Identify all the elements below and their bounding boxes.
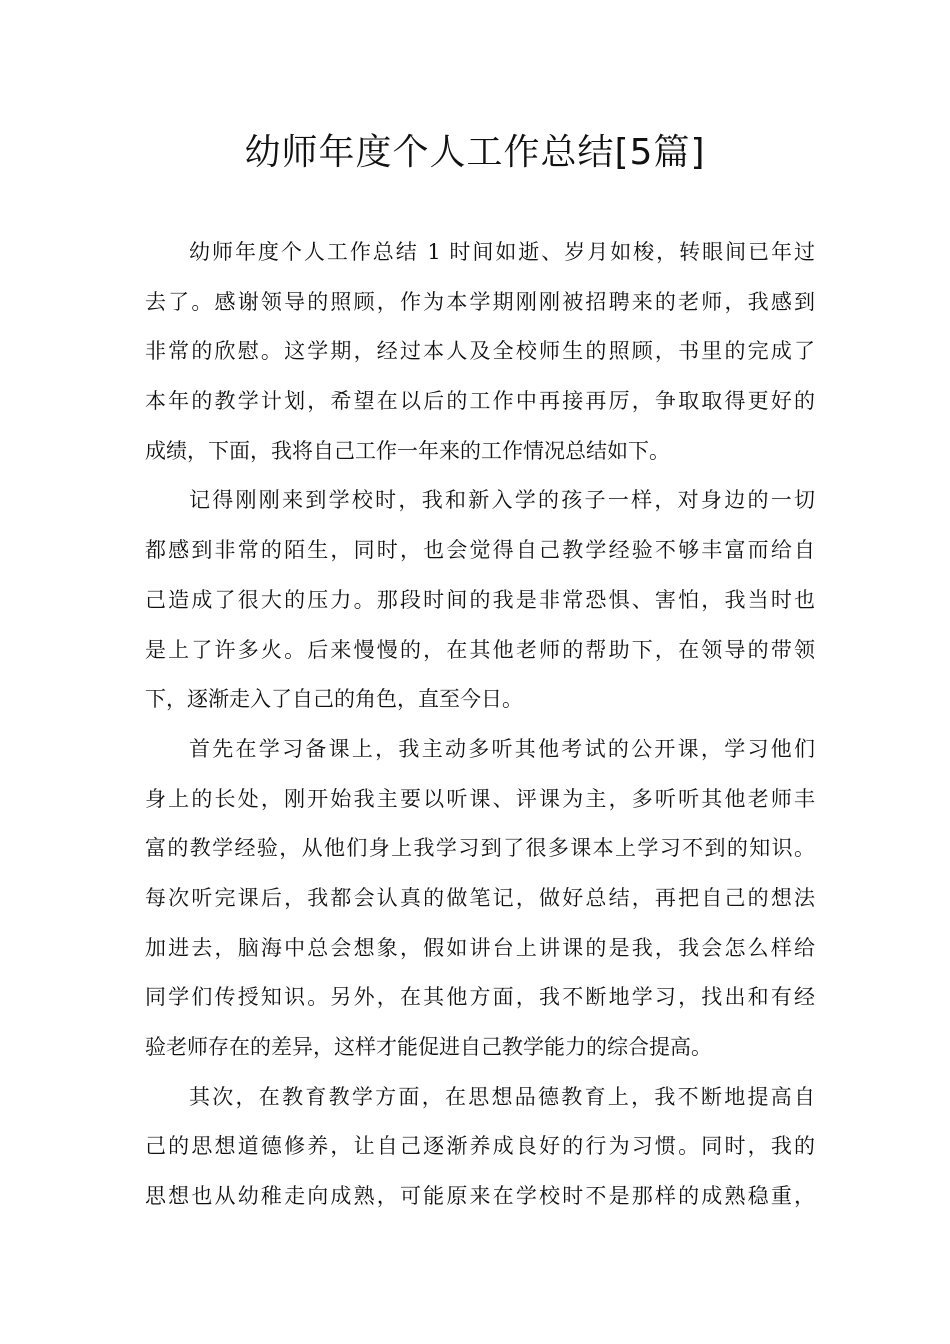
text-line: 加进去，脑海中总会想象，假如讲台上讲课的是我，我会怎么样给 (145, 935, 815, 960)
text-line: 记得刚刚来到学校时，我和新入学的孩子一样，对身边的一切 (189, 488, 815, 513)
text-line: 本年的教学计划，希望在以后的工作中再接再厉，争取取得更好的 (145, 389, 815, 414)
text-line: 己的思想道德修养，让自己逐渐养成良好的行为习惯。同时，我的 (145, 1134, 815, 1159)
text-line: 是上了许多火。后来慢慢的，在其他老师的帮助下，在领导的带领 (145, 637, 815, 662)
text-line: 身上的长处，刚开始我主要以听课、评课为主，多听听其他老师丰 (145, 786, 815, 811)
paragraph-3 (145, 725, 815, 1073)
text-line: 己造成了很大的压力。那段时间的我是非常恐惧、害怕，我当时也 (145, 587, 815, 612)
text-line: 成绩，下面，我将自己工作一年来的工作情况总结如下。 (145, 438, 670, 463)
text-line: 下，逐渐走入了自己的角色，直至今日。 (145, 687, 523, 712)
text-line: 其次，在教育教学方面，在思想品德教育上，我不断地提高自 (189, 1084, 815, 1109)
document-body (145, 228, 815, 1222)
paragraph-1 (145, 228, 815, 476)
text-line: 幼师年度个人工作总结 1 时间如逝、岁月如梭，转眼间已年过 (189, 240, 815, 264)
document-title: 幼师年度个人工作总结[5篇] (244, 132, 706, 173)
text-line: 每次听完课后，我都会认真的做笔记，做好总结，再把自己的想法 (145, 885, 815, 910)
text-line: 富的教学经验，从他们身上我学习到了很多课本上学习不到的知识。 (145, 836, 815, 861)
paragraph-4 (145, 1073, 815, 1222)
text-line: 首先在学习备课上，我主动多听其他考试的公开课，学习他们 (189, 736, 815, 761)
text-line: 都感到非常的陌生，同时，也会觉得自己教学经验不够丰富而给自 (145, 538, 815, 563)
paragraph-2 (145, 476, 815, 724)
text-line: 同学们传授知识。另外，在其他方面，我不断地学习，找出和有经 (145, 985, 815, 1010)
text-line: 验老师存在的差异，这样才能促进自己教学能力的综合提高。 (145, 1035, 712, 1059)
text-line: 去了。感谢领导的照顾，作为本学期刚刚被招聘来的老师，我感到 (145, 289, 815, 314)
text-line: 非常的欣慰。这学期，经过本人及全校师生的照顾，书里的完成了 (145, 339, 815, 364)
text-line: 思想也从幼稚走向成熟，可能原来在学校时不是那样的成熟稳重， (145, 1184, 815, 1209)
